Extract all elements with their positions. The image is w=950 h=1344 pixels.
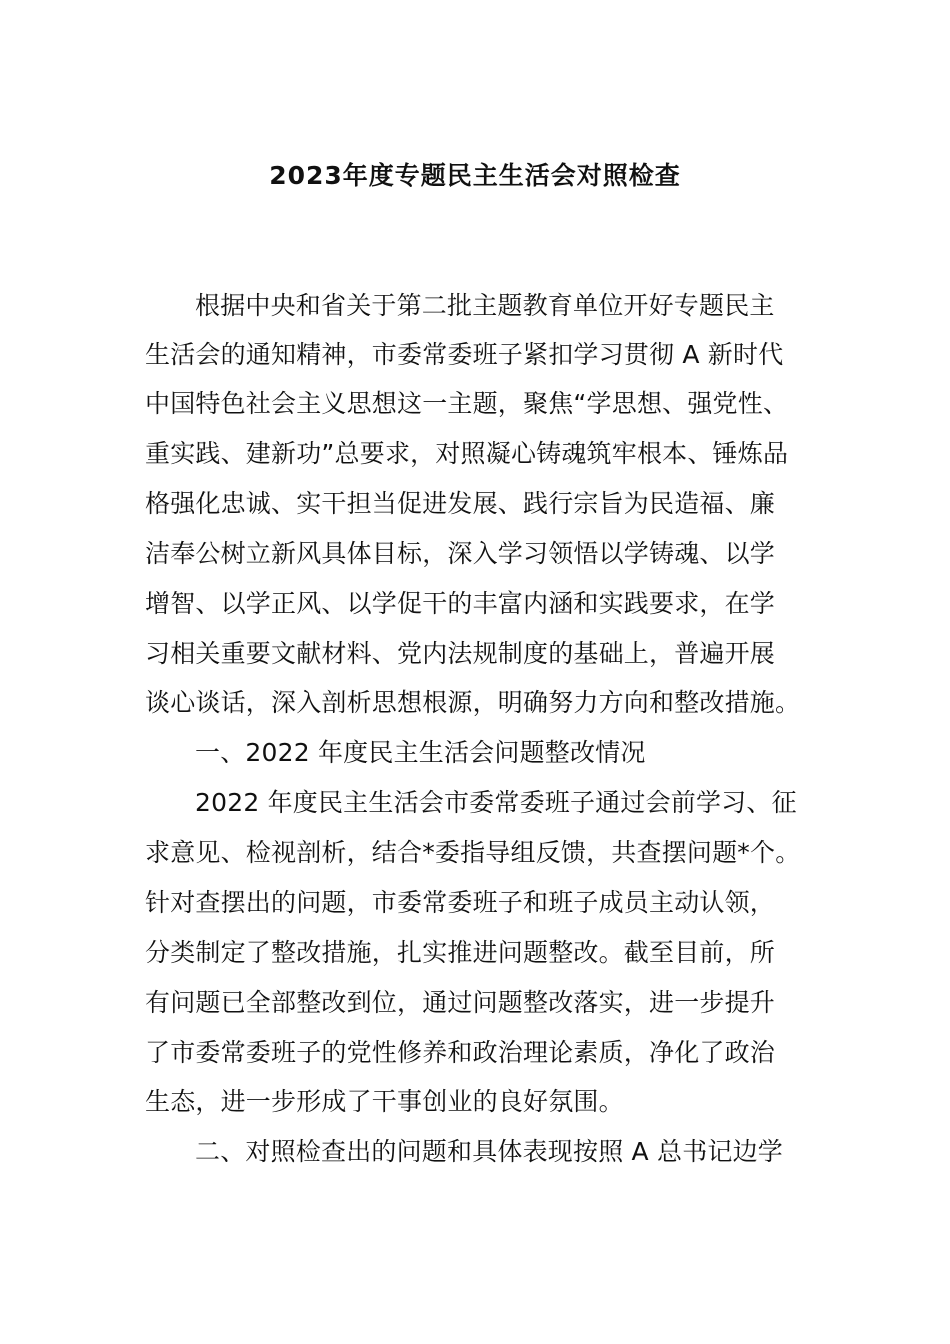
paragraph-line-10: 2022 年度民主生活会市委常委班子通过会前学习、征 (195, 788, 797, 817)
paragraph-line-8: 习相关重要文献材料、党内法规制度的基础上，普遍开展 (145, 639, 776, 668)
paragraph-line-16: 生态，进一步形成了干事创业的良好氛围。 (145, 1087, 624, 1116)
paragraph-line-2: 生活会的通知精神，市委常委班子紧扣学习贯彻 A 新时代 (145, 340, 784, 369)
section-heading-1: 一、2022 年度民主生活会问题整改情况 (195, 738, 646, 767)
section-heading-2: 二、对照检查出的问题和具体表现按照 A 总书记边学 (195, 1137, 783, 1166)
paragraph-line-14: 有问题已全部整改到位，通过问题整改落实，进一步提升 (145, 988, 776, 1017)
paragraph-line-13: 分类制定了整改措施，扎实推进问题整改。截至目前，所 (145, 938, 776, 967)
paragraph-line-12: 针对查摆出的问题，市委常委班子和班子成员主动认领， (145, 888, 776, 917)
paragraph-line-9: 谈心谈话，深入剖析思想根源，明确努力方向和整改措施。 (145, 688, 801, 717)
document-title: 2023年度专题民主生活会对照检查 (269, 161, 681, 190)
paragraph-line-1: 根据中央和省关于第二批主题教育单位开好专题民主 (195, 291, 775, 320)
paragraph-line-11: 求意见、检视剖析，结合*委指导组反馈，共查摆问题*个。 (145, 838, 801, 867)
paragraph-line-6: 洁奉公树立新风具体目标，深入学习领悟以学铸魂、以学 (145, 539, 776, 568)
paragraph-line-15: 了市委常委班子的党性修养和政治理论素质，净化了政治 (145, 1038, 776, 1067)
paragraph-line-3: 中国特色社会主义思想这一主题，聚焦“学思想、强党性、 (145, 389, 789, 418)
paragraph-line-7: 增智、以学正风、以学促干的丰富内涵和实践要求，在学 (145, 589, 776, 618)
paragraph-line-4: 重实践、建新功”总要求，对照凝心铸魂筑牢根本、锤炼品 (145, 439, 789, 468)
paragraph-line-5: 格强化忠诚、实干担当促进发展、践行宗旨为民造福、廉 (145, 489, 776, 518)
